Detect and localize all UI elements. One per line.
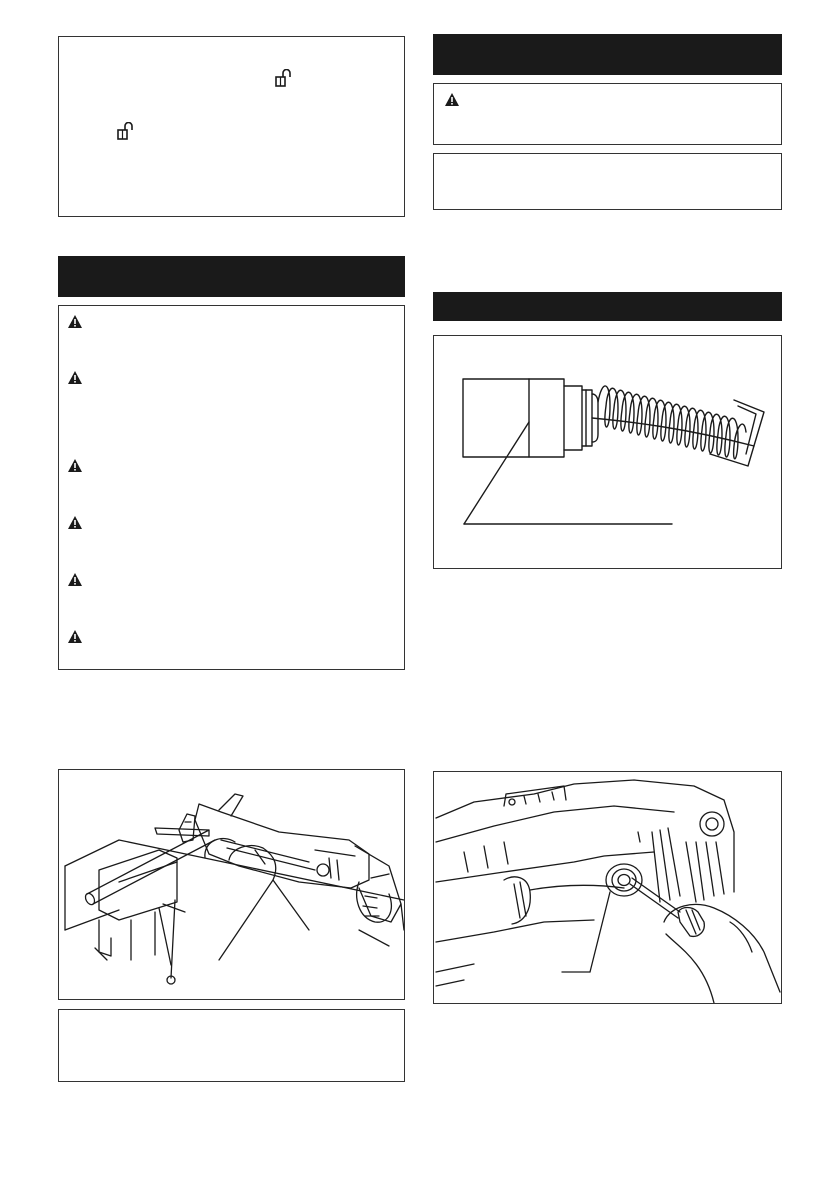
warning-triangle-icon (444, 92, 460, 107)
warning-triangle-icon (67, 572, 83, 587)
figure-note-box (58, 1009, 405, 1082)
warning-triangle-icon (67, 629, 83, 644)
warning-triangle-icon (67, 370, 83, 385)
section-heading-bar (433, 292, 782, 321)
saw-cutting-illustration (59, 770, 404, 999)
figure-cutting-pipe-in-vise (58, 769, 405, 1000)
warning-list-box (58, 305, 405, 670)
warning-triangle-icon (67, 314, 83, 329)
warning-triangle-icon (67, 515, 83, 530)
figure-brush-holder-cap (433, 771, 782, 1004)
warning-triangle-icon (67, 458, 83, 473)
figure-carbon-brush (433, 335, 782, 569)
carbon-brush-illustration (434, 336, 781, 568)
unlock-icon (275, 69, 291, 87)
unlock-icon (117, 122, 133, 140)
section-heading-bar (433, 34, 782, 75)
warning-box (433, 83, 782, 145)
brush-cap-removal-illustration (434, 772, 781, 1003)
notice-box (433, 153, 782, 210)
section-heading-bar (58, 256, 405, 297)
unlock-note-box (58, 36, 405, 217)
